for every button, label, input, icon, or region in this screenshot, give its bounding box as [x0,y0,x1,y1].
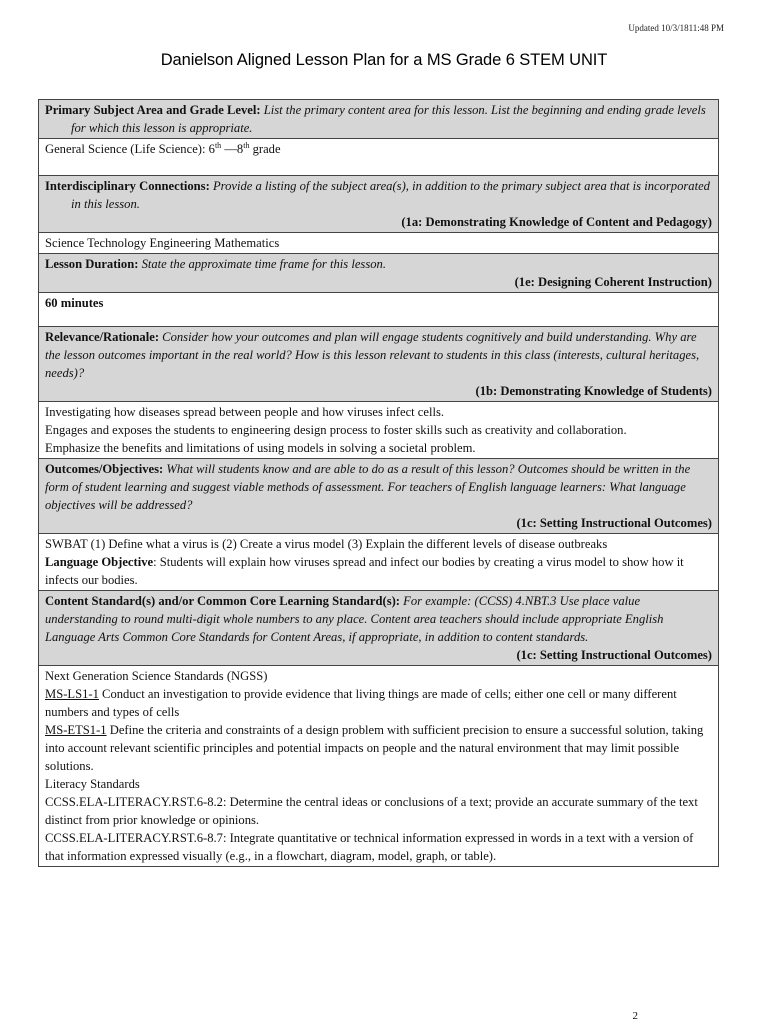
outcomes-swbat: SWBAT (1) Define what a virus is (2) Create a virus model (3) Explain the different levels of disease outbreaks [45,537,608,551]
standards-description: For example: (CCSS) 4.NBT.3 Use place value understanding to round multi-digit whole numbers to any place. Content area teachers should include appropriate English Language Arts Common Core Standards for Content Areas, if appropriate, in addition to content standards. [45,594,664,644]
standards-answer-row [39,666,719,867]
standards-header-cell [39,591,719,666]
relevance-answer-cell [39,402,719,459]
interdisciplinary-danielson-tag: (1a: Demonstrating Knowledge of Content and Pedagogy) [401,215,712,229]
language-objective [45,553,712,589]
duration-label: Lesson Duration: [45,257,139,271]
duration-danielson-tag: (1e: Designing Coherent Instruction) [514,275,712,289]
lesson-plan-table [38,99,719,867]
interdisciplinary-label: Interdisciplinary Connections: [45,179,210,193]
relevance-answer-row [39,402,719,459]
standard-rst-6-8-7: CCSS.ELA-LITERACY.RST.6-8.7: Integrate quantitative or technical information expressed in words in a text with a version of that information expressed visually (e.g., in a flowchart, diagram, model, graph, or table). [45,831,694,863]
relevance-danielson-tag: (1b: Demonstrating Knowledge of Students) [475,384,712,398]
subject-answer-row [39,139,719,176]
relevance-line: Emphasize the benefits and limitations of using models in solving a societal problem. [45,441,476,455]
page-number: 2 [632,1010,638,1022]
ngss-heading: Next Generation Science Standards (NGSS) [45,669,268,683]
relevance-line: Engages and exposes the students to engineering design process to foster skills such as creativity and collaboration. [45,423,627,437]
standard-text: Define the criteria and constraints of a design problem with sufficient precision to ensure a successful solution, taking into account relevant scientific principles and potential impacts on people and the natural environment that may limit possible solutions. [45,723,704,773]
subject-answer-mid: —8 [221,142,244,156]
subject-header-row [39,100,719,139]
standards-danielson-tag: (1c: Setting Instructional Outcomes) [516,648,712,662]
subject-answer-post: grade [249,142,281,156]
outcomes-description: What will students know and are able to do as a result of this lesson? Outcomes should be written in the form of student learning and suggest viable methods of assessment. For teachers of English language learners: What language objectives will be addressed? [45,462,691,512]
standards-label: Content Standard(s) and/or Common Core Learning Standard(s): [45,594,400,608]
standard-text: Conduct an investigation to provide evidence that living things are made of cells; either one cell or many different numbers and types of cells [45,687,677,719]
relevance-line: Investigating how diseases spread between people and how viruses infect cells. [45,405,445,419]
interdisciplinary-answer-row [39,233,719,254]
standards-answer-cell [39,666,719,867]
duration-header-cell [39,254,719,293]
language-objective-text: : Students will explain how viruses spread and infect our bodies by creating a virus model to show how it infects our bodies. [45,555,684,587]
subject-answer-sup2: th [243,140,250,150]
standard-code: MS-ETS1-1 [45,723,107,737]
literacy-heading: Literacy Standards [45,777,140,791]
standard-rst-6-8-2: CCSS.ELA-LITERACY.RST.6-8.2: Determine the central ideas or conclusions of a text; provide an accurate summary of the text distinct from prior knowledge or opinions. [45,795,698,827]
interdisciplinary-header-row [39,176,719,233]
outcomes-danielson-tag: (1c: Setting Instructional Outcomes) [516,516,712,530]
relevance-description: Consider how your outcomes and plan will engage students cognitively and build understanding. Why are the lesson outcomes important in the real world? How is this lesson relevant to students in this class (interests, cultural heritages, needs)? [45,330,700,380]
outcomes-header-row [39,459,719,534]
duration-answer-row [39,293,719,327]
subject-header-cell [39,100,719,139]
subject-answer-cell [39,139,719,176]
subject-description: List the primary content area for this lesson. List the beginning and ending grade levels for which this lesson is appropriate. [71,103,706,135]
outcomes-answer-cell [39,534,719,591]
interdisciplinary-description: Provide a listing of the subject area(s), in addition to the primary subject area that is incorporated in this lesson. [71,179,710,211]
relevance-label: Relevance/Rationale: [45,330,160,344]
duration-answer: 60 minutes [39,293,719,327]
outcomes-answer-row [39,534,719,591]
outcomes-header-cell [39,459,719,534]
subject-answer-sup1: th [214,140,222,150]
interdisciplinary-header-cell [39,176,719,233]
relevance-header-row [39,327,719,402]
standards-header-row [39,591,719,666]
interdisciplinary-answer: Science Technology Engineering Mathematics [39,233,719,254]
standard-code: MS-LS1-1 [45,687,99,701]
updated-timestamp: Updated 10/3/1811:48 PM [628,23,724,33]
duration-description: State the approximate time frame for this lesson. [141,257,386,271]
duration-header-row [39,254,719,293]
outcomes-label: Outcomes/Objectives: [45,462,164,476]
standard-ms-ets1-1 [45,721,712,775]
document-title: Danielson Aligned Lesson Plan for a MS Grade 6 STEM UNIT [160,51,608,69]
subject-answer-pre: General Science (Life Science): 6 [45,142,215,156]
subject-label: Primary Subject Area and Grade Level: [45,103,261,117]
standard-ms-ls1-1 [45,685,712,721]
language-objective-label: Language Objective [45,555,154,569]
relevance-header-cell [39,327,719,402]
